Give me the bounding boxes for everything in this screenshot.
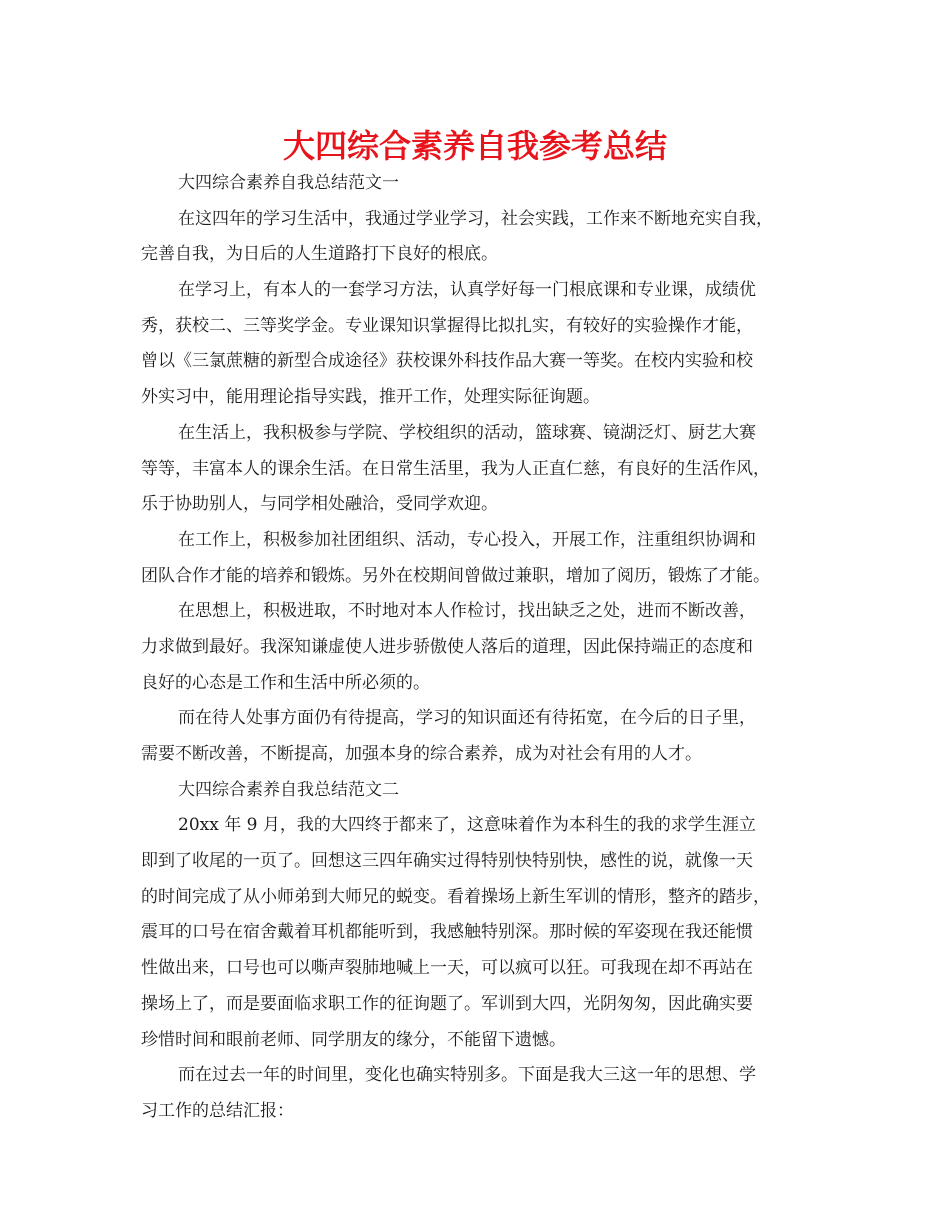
paragraph-line: 秀，获校二、三等奖学金。专业课知识掌握得比拟扎实，有较好的实验操作才能， xyxy=(141,315,753,336)
paragraph-line: 乐于协助别人，与同学相处融洽，受同学欢迎。 xyxy=(141,494,498,515)
paragraph-line: 习工作的总结汇报： xyxy=(141,1100,294,1121)
paragraph-line: 在这四年的学习生活中，我通过学业学习，社会实践，工作来不断地充实自我， xyxy=(178,208,773,229)
paragraph-line: 性做出来，口号也可以嘶声裂肺地喊上一天，可以疯可以狂。可我现在却不再站在 xyxy=(141,958,753,979)
paragraph-line: 震耳的口号在宿舍戴着耳机都能听到，我感触特别深。那时候的军姿现在我还能惯 xyxy=(141,922,753,943)
paragraph-line: 20xx 年 9 月，我的大四终于都来了，这意味着作为本科生的我的求学生涯立 xyxy=(178,815,756,836)
paragraph-line: 在工作上，积极参加社团组织、活动，专心投入，开展工作，注重组织协调和 xyxy=(178,529,756,550)
paragraph-line: 大四综合素养自我总结范文二 xyxy=(178,779,399,800)
paragraph-line: 即到了收尾的一页了。回想这三四年确实过得特别快特别快，感性的说，就像一天 xyxy=(141,851,753,872)
paragraph-line: 团队合作才能的培养和锻炼。另外在校期间曾做过兼职，增加了阅历，锻炼了才能。 xyxy=(141,565,770,586)
paragraph-line: 力求做到最好。我深知谦虚使人进步骄傲使人落后的道理，因此保持端正的态度和 xyxy=(141,636,753,657)
paragraph-line: 在生活上，我积极参与学院、学校组织的活动，篮球赛、镜湖泛灯、厨艺大赛 xyxy=(178,422,756,443)
document-title: 大四综合素养自我参考总结 xyxy=(282,127,667,165)
paragraph-line: 在学习上，有本人的一套学习方法，认真学好每一门根底课和专业课，成绩优 xyxy=(178,280,756,301)
paragraph-line: 良好的心态是工作和生活中所必须的。 xyxy=(141,672,430,693)
paragraph-line: 曾以《三氯蔗糖的新型合成途径》获校课外科技作品大赛一等奖。在校内实验和校 xyxy=(141,351,753,372)
paragraph-line: 需要不断改善，不断提高，加强本身的综合素养，成为对社会有用的人才。 xyxy=(141,744,702,764)
paragraph-line: 而在过去一年的时间里，变化也确实特别多。下面是我大三这一年的思想、学 xyxy=(178,1065,756,1086)
paragraph-line: 操场上了，而是要面临求职工作的征询题了。军训到大四，光阴匆匆，因此确实要 xyxy=(141,993,753,1014)
paragraph-line: 在思想上，积极进取，不时地对本人作检讨，找出缺乏之处，进而不断改善， xyxy=(178,601,756,622)
paragraph-line: 等等，丰富本人的课余生活。在日常生活里，我为人正直仁慈，有良好的生活作风， xyxy=(141,458,770,479)
document-body xyxy=(141,166,831,1130)
paragraph-line: 大四综合素养自我总结范文一 xyxy=(178,173,399,193)
paragraph-line: 而在待人处事方面仍有待提高，学习的知识面还有待拓宽，在今后的日子里， xyxy=(178,708,756,729)
paragraph-line: 的时间完成了从小师弟到大师兄的蜕变。看着操场上新生军训的情形，整齐的踏步， xyxy=(141,886,770,907)
paragraph-line: 完善自我，为日后的人生道路打下良好的根底。 xyxy=(141,244,498,265)
paragraph-line: 珍惜时间和眼前老师、同学朋友的缘分，不能留下遗憾。 xyxy=(141,1029,566,1050)
paragraph-line: 外实习中，能用理论指导实践，推开工作，处理实际征询题。 xyxy=(141,387,600,408)
